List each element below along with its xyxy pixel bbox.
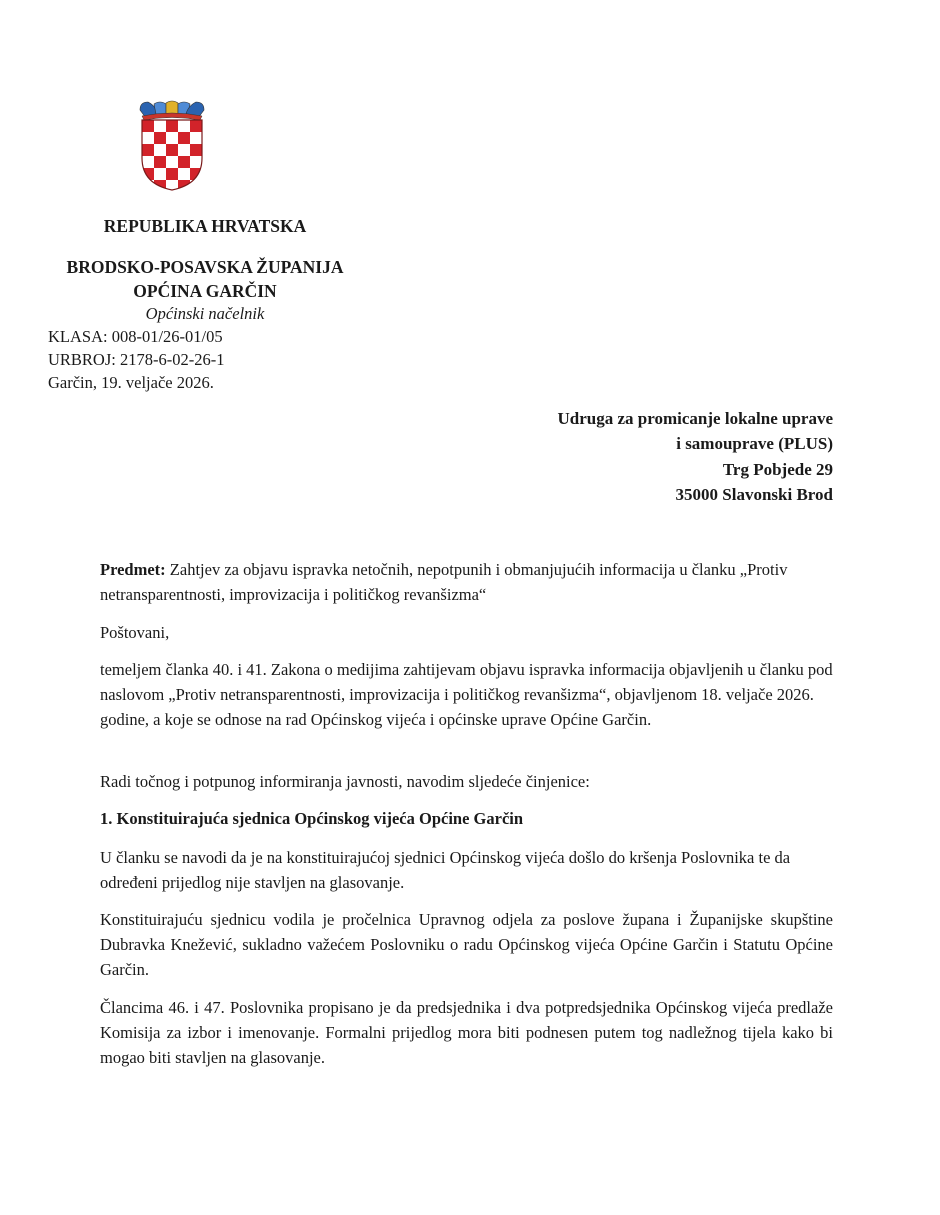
crown [140,101,204,120]
klasa-reference: KLASA: 008-01/26-01/05 [48,327,223,346]
county-title: BRODSKO-POSAVSKA ŽUPANIJA [66,257,344,277]
section-1-paragraph-1: U članku se navodi da je na konstituirajućoj sjednici Općinskog vijeća došlo do kršenja Poslovnika te da određeni prijedlog nije stavljen na glasovanje. [100,848,791,892]
section-1-paragraph-3: Člancima 46. i 47. Poslovnika propisano je da predsjednika i dva potpredsjednika Općinskog vijeća predlaže Komisija za izbor i imenovanje. Formalni prijedlog mora biti podnesen putem tog nadležnog tijela kako bi mogao biti stavljen na glasovanje. [100,998,833,1067]
subject-label: Predmet: [100,560,166,579]
coat-of-arms-icon [136,100,208,192]
recipient-line-1: Udruga za promicanje lokalne uprave [557,409,833,428]
subject-paragraph [100,557,833,607]
recipient-line-4: 35000 Slavonski Brod [675,484,833,504]
facts-intro: Radi točnog i potpunog informiranja javnosti, navodim sljedeće činjenice: [100,772,590,791]
section-1-paragraph-2: Konstituirajuću sjednicu vodila je pročelnica Upravnog odjela za poslove župana i Županijske skupštine Dubravka Knežević, sukladno važećem Poslovniku o radu Općinskog vijeća Općine Garčin i Statutu Općine Garčin. [100,910,833,979]
place-date: Garčin, 19. veljače 2026. [48,373,214,392]
country-title: REPUBLIKA HRVATSKA [103,216,307,236]
municipality-title: OPĆINA GARČIN [133,281,277,301]
greeting: Poštovani, [100,623,170,642]
recipient-line-3: Trg Pobjede 29 [722,459,833,479]
section-1-title: 1. Konstituirajuća sjednica Općinskog vijeća Općine Garčin [100,809,524,828]
intro-paragraph: temeljem članka 40. i 41. Zakona o medijima zahtijevam objavu ispravka informacija objavljenih u članku pod naslovom „Protiv netransparentnosti, improvizacija i političkog revanšizma“, objavljenom 18. veljače 2026. godine, a koje se odnose na rad Općinskog vijeća i općinske uprave Općine Garčin. [100,660,833,729]
subject-text: Zahtjev za objavu ispravka netočnih, nepotpunih i obmanjujućih informacija u članku „Protiv netransparentnosti, improvizacija i političkog revanšizma“ [100,560,788,604]
office-title: Općinski načelnik [145,304,265,323]
urbroj-reference: URBROJ: 2178-6-02-26-1 [48,350,225,369]
recipient-line-2: i samouprave (PLUS) [676,434,833,454]
recipient-address [558,406,833,507]
